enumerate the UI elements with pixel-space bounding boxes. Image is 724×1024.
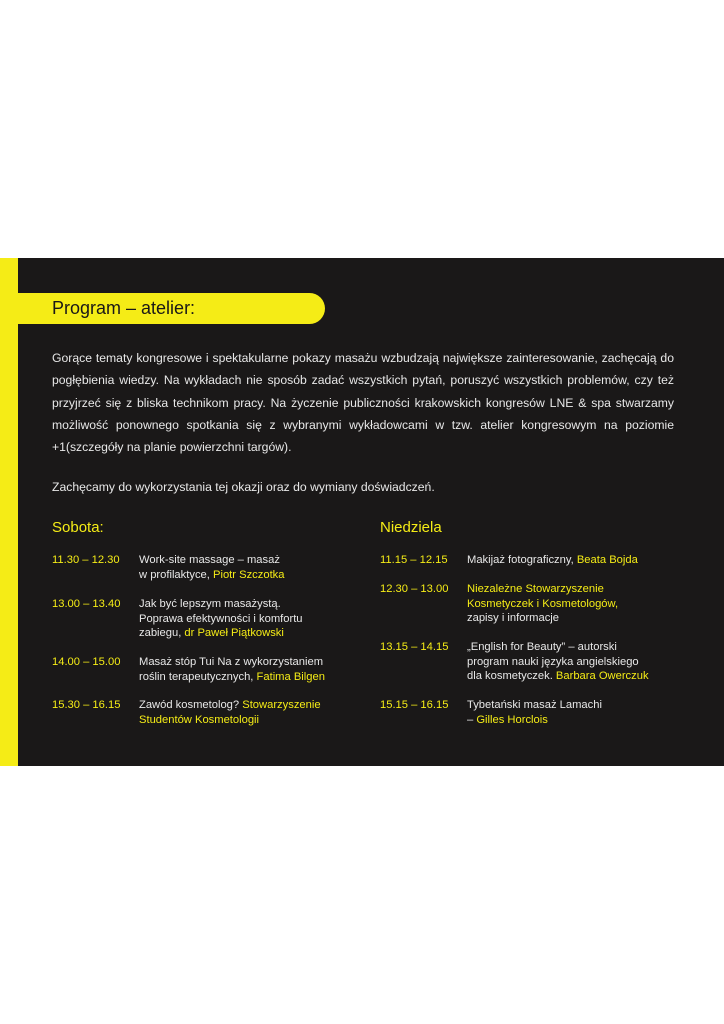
schedule-description: Zawód kosmetolog? Stowarzyszenie Studentów Kosmetologii bbox=[139, 699, 321, 726]
schedule-time: 14.00 – 15.00 bbox=[52, 656, 121, 668]
speaker-name: Beata Bojda bbox=[576, 554, 638, 566]
speaker-name: Stowarzyszenie bbox=[242, 699, 321, 711]
saturday-heading: Sobota: bbox=[52, 519, 104, 536]
schedule-time: 11.30 – 12.30 bbox=[52, 554, 120, 566]
schedule-description: Makijaż fotograficzny, Beata Bojda bbox=[467, 554, 638, 566]
speaker-name: Kosmetyczek i Kosmetologów, bbox=[467, 597, 619, 610]
accent-stripe bbox=[0, 258, 18, 766]
program-panel bbox=[0, 258, 724, 766]
schedule-time: 15.30 – 16.15 bbox=[52, 699, 121, 711]
schedule-description: Jak być lepszym masażystą. Poprawa efektywności i komfortu zabiegu, dr Paweł Piątkowski bbox=[139, 598, 303, 640]
speaker-name: Gilles Horclois bbox=[476, 713, 548, 726]
schedule-time: 12.30 – 13.00 bbox=[380, 583, 449, 595]
intro-paragraph-2: Zachęcamy do wykorzystania tej okazji oraz do wymiany doświadczeń. bbox=[52, 480, 435, 494]
sunday-heading: Niedziela bbox=[380, 519, 442, 536]
schedule-description: Tybetański masaż Lamachi – Gilles Horclois bbox=[467, 699, 602, 726]
speaker-name: Fatima Bilgen bbox=[256, 670, 325, 683]
schedule-time: 13.00 – 13.40 bbox=[52, 598, 121, 610]
intro-paragraph: Gorące tematy kongresowe i spektakularne pokazy masażu wzbudzają największe zainteresowanie, zachęcają do pogłębienia wiedzy. Na wykładach nie sposób zadać wszystkich pytań, poruszyć wszystkich problemów, czy też przyjrzeć się z bliska technikom pracy. Na życzenie publiczności krakowskich kongresów LNE & spa stwarzamy możliwość ponownego spotkania się z wybranymi wykładowcami w tzw. atelier kongresowym na poziomie +1(szczegóły na planie powierzchni targów). bbox=[52, 351, 674, 455]
schedule-description: Niezależne Stowarzyszenie Kosmetyczek i Kosmetologów, zapisy i informacje bbox=[467, 583, 619, 625]
speaker-name: Barbara Owerczuk bbox=[555, 670, 649, 683]
schedule-time: 15.15 – 16.15 bbox=[380, 699, 449, 711]
speaker-name: dr Paweł Piątkowski bbox=[184, 627, 284, 640]
speaker-name: Studentów Kosmetologii bbox=[139, 713, 260, 726]
schedule-description: „English for Beauty” – autorski program nauki języka angielskiego dla kosmetyczek. Barbara Owerczuk bbox=[467, 641, 649, 683]
speaker-name: Piotr Szczotka bbox=[213, 568, 285, 581]
schedule-time: 11.15 – 12.15 bbox=[380, 554, 448, 566]
schedule-description: Work-site massage – masaż w profilaktyce, Piotr Szczotka bbox=[139, 554, 285, 581]
schedule-time: 13.15 – 14.15 bbox=[380, 641, 449, 653]
page-title: Program – atelier: bbox=[52, 298, 196, 318]
schedule-description: Masaż stóp Tui Na z wykorzystaniem roślin terapeutycznych, Fatima Bilgen bbox=[139, 656, 325, 683]
speaker-name: Niezależne Stowarzyszenie bbox=[467, 583, 604, 595]
